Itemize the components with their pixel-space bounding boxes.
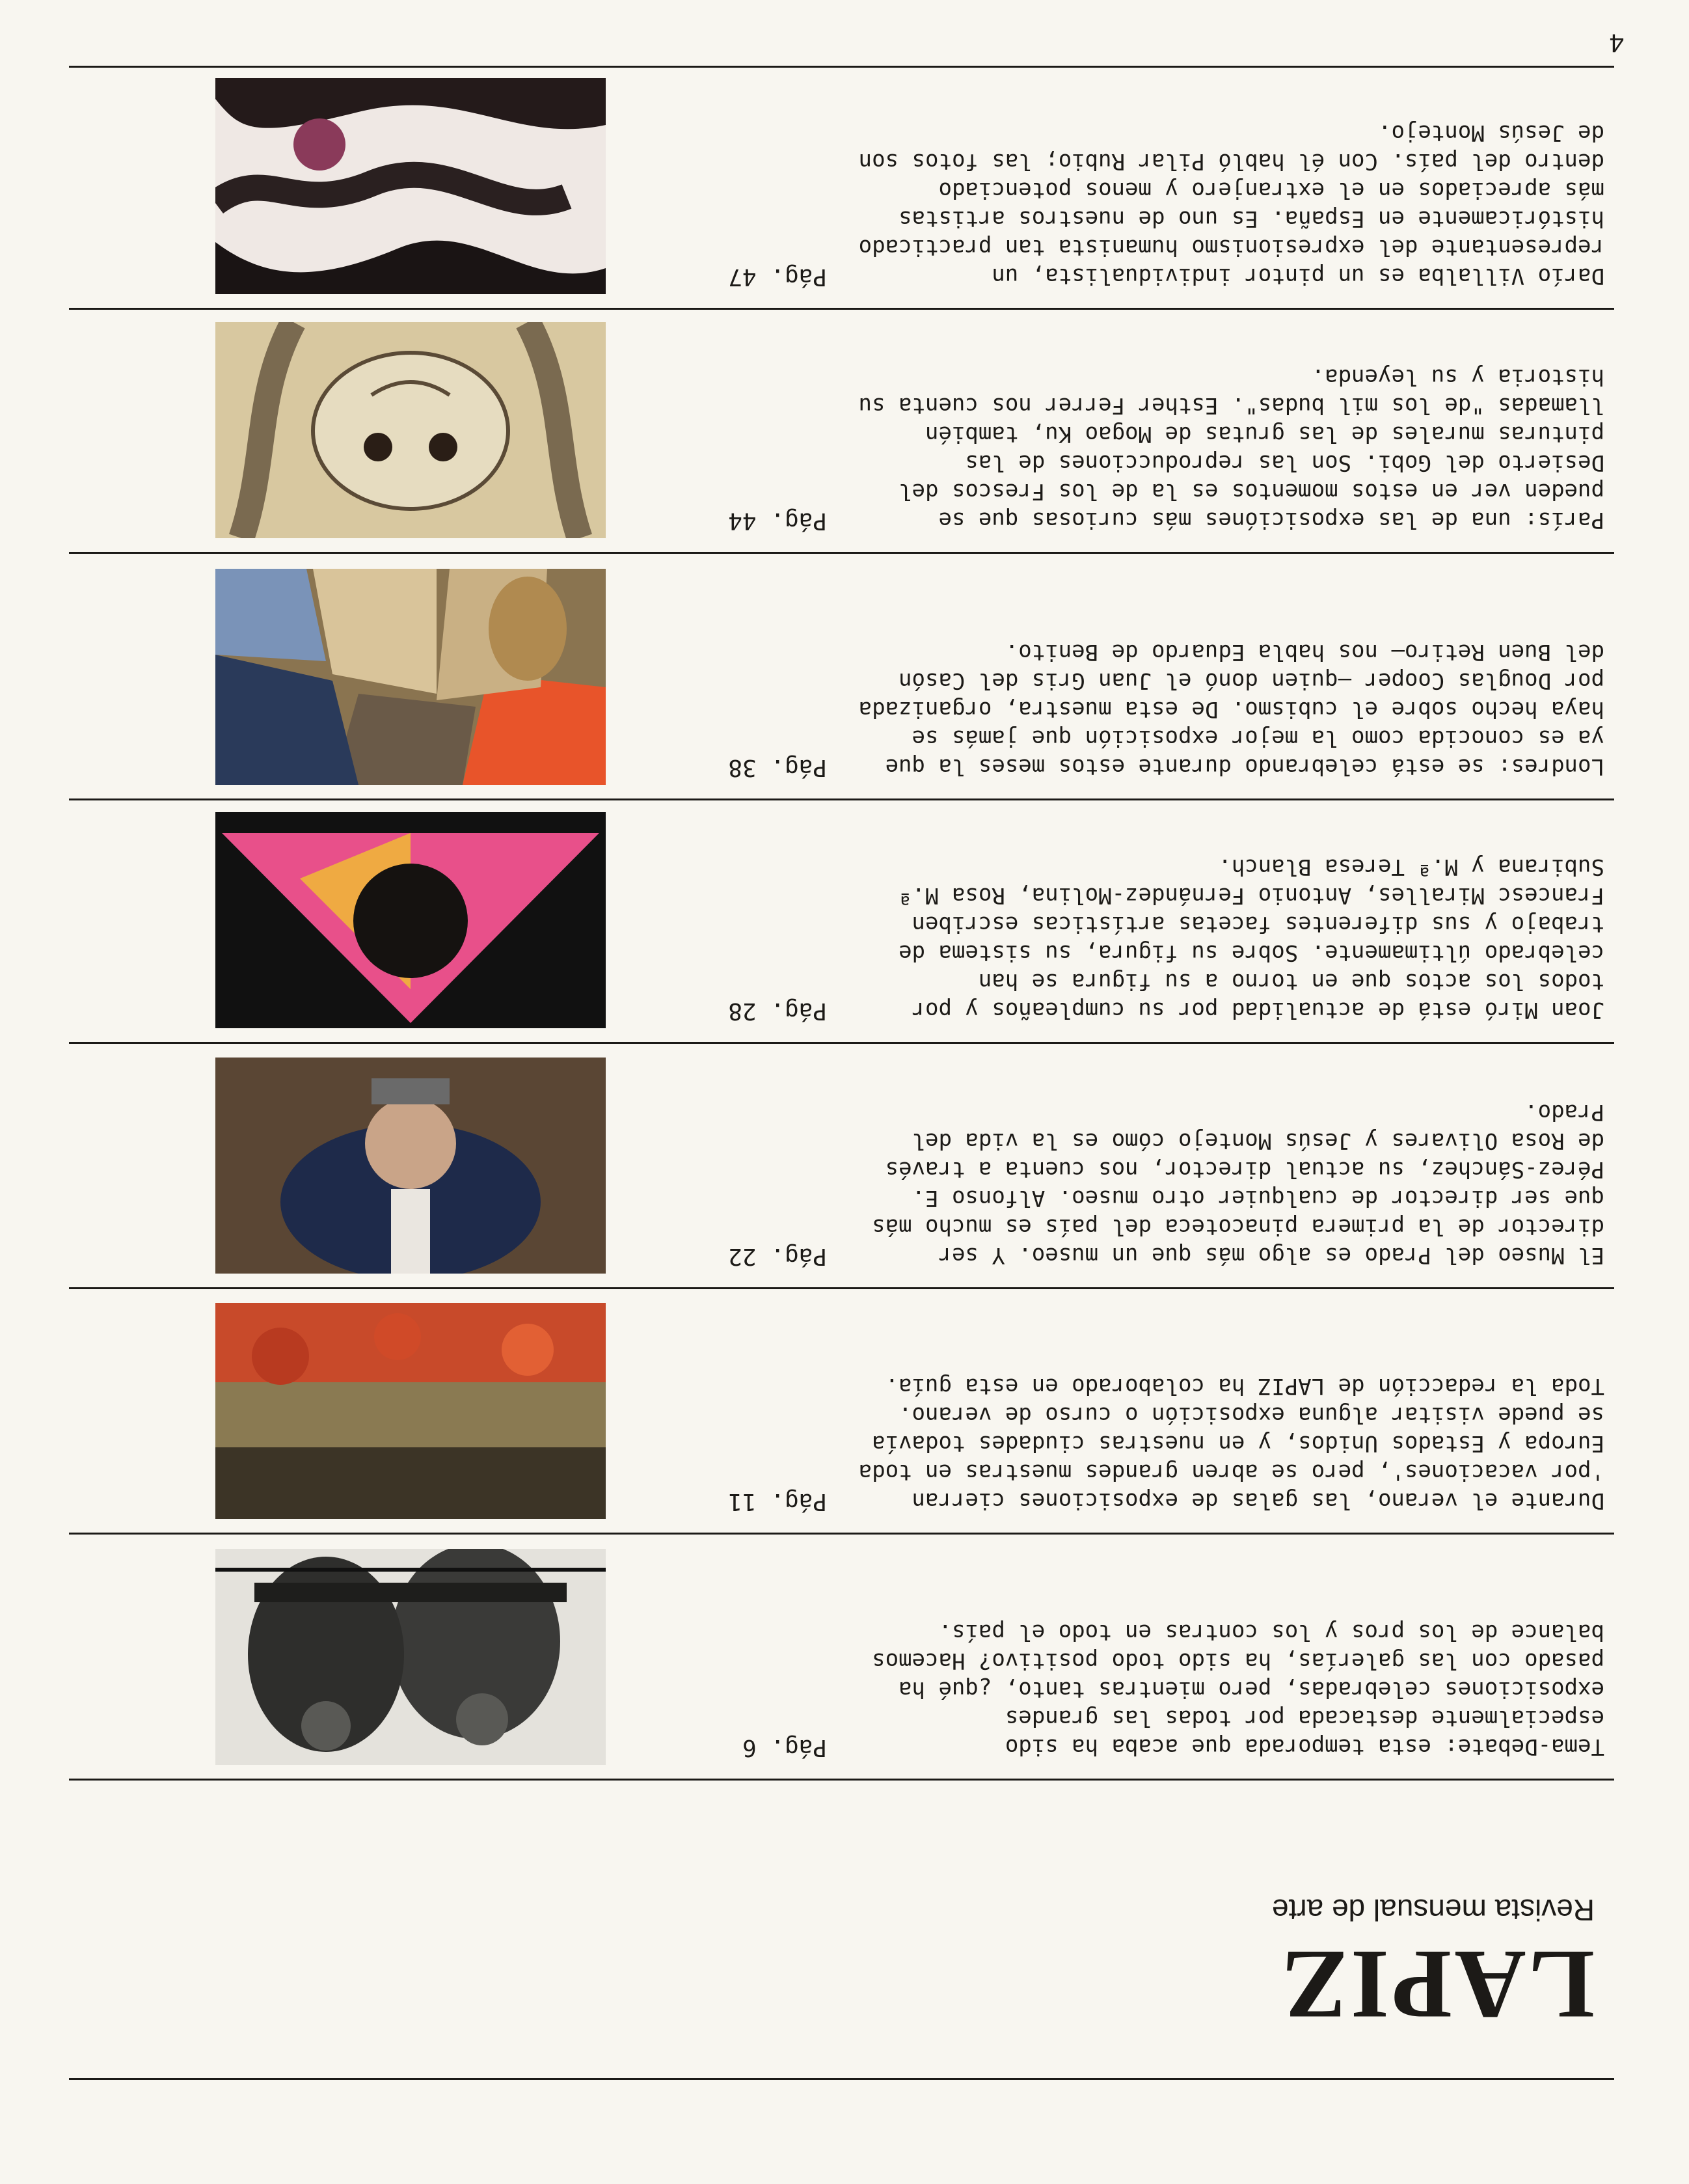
expressionist-thumbnail <box>215 78 606 294</box>
entry-summary: Darío Villalba es un pintor individualista, un representante del expresionismo humanista tan practicado históricamente en España. Es uno de nuestros artistas más apreciados en el extranjero y menos potenciado dentro del país. Con él habló Pilar Rubio; las fotos son de Jesús Montejo. <box>858 120 1604 289</box>
miro-thumbnail <box>215 812 606 1028</box>
entry-rule <box>69 1533 1614 1535</box>
landscape-painting-image <box>215 1303 606 1519</box>
entry-summary: Durante el verano, las galas de exposiciones cierran 'por vacaciones', pero se abren grandes muestras en toda Europa y Estados Unidos, y en nuestras ciudades todavía se puede visitar alguna exposición o curso de verano. Toda la redacción de LAPIZ ha colaborado en esta guía. <box>858 1373 1604 1514</box>
entry-rule <box>69 1287 1614 1289</box>
contents-entry-debate[interactable] <box>75 1537 1604 1770</box>
page-reference: Pág. 38 <box>728 754 827 781</box>
entry-rule <box>69 308 1614 310</box>
miro-abstract-image <box>215 812 606 1028</box>
entry-rule <box>69 552 1614 554</box>
entry-summary: Tema-Debate: esta temporada que acaba ha sido especialmente destacada por todas las grandes exposiciones celebradas, pero mientras tanto, ¿qué ha pasado con las galerías, ha sido todo positivo? Hacemos balance de los pros y los contras en todo el país. <box>872 1619 1604 1760</box>
magazine-title: LAPIZ <box>1279 1930 1595 2040</box>
entry-rule <box>69 799 1614 800</box>
contents-entry-gobi[interactable] <box>75 310 1604 543</box>
engraving-thumbnail <box>215 1549 606 1765</box>
masthead <box>1009 1892 1595 2040</box>
bottom-rule <box>69 66 1614 68</box>
page-number: 4 <box>1609 29 1624 57</box>
section-rule <box>69 1779 1614 1781</box>
page-reference: Pág. 47 <box>728 264 827 290</box>
entry-summary: París: una de las exposiciónes más curiosas que se pueden ver en estos momentos es la de los Frescos del Desierto del Gobi. Son las reproducciones de las pinturas murales de las grutas de Mogao Ku, también llamadas "de los mil budas". Esther Ferrer nos cuenta su historia y su leyenda. <box>858 364 1604 533</box>
landscape-thumbnail <box>215 1303 606 1519</box>
cubist-thumbnail <box>215 569 606 785</box>
contents-entry-summer[interactable] <box>75 1290 1604 1524</box>
entry-summary: Londres: se está celebrando durante estos meses la que ya es conocida como la mejor exposición que jamás se haya hecho sobre el cubismo. De esta muestra, organizada por Douglas Cooper —quien donó el Juan Gris del Casón del Buen Retiro— nos habla Eduardo de Benito. <box>858 639 1604 780</box>
cubist-painting-image <box>215 569 606 785</box>
page-reference: Pág. 28 <box>728 998 827 1024</box>
entry-rule <box>69 1042 1614 1044</box>
buddha-fresco-image <box>215 322 606 538</box>
page-reference: Pág. 44 <box>728 508 827 534</box>
contents-entry-prado[interactable] <box>75 1044 1604 1279</box>
magazine-subtitle: Revista mensual de arte <box>1271 1893 1595 1927</box>
portrait-thumbnail <box>215 1058 606 1274</box>
expressionist-painting-image <box>215 78 606 294</box>
page-reference: Pág. 11 <box>728 1488 827 1515</box>
entry-summary: El Museo del Prado es algo más que un museo. Y ser director de la primera pinacoteca del país es mucho más que ser director de cualquier otro museo. Alfonso E. Pérez-Sánchez, su actual director, nos cuenta a través de Rosa Olivares y Jesús Montejo cómo es la vida del Prado. <box>872 1099 1604 1268</box>
top-rule <box>69 2078 1614 2080</box>
portrait-photo-image <box>215 1058 606 1274</box>
entry-summary: Joan Miró está de actualidad por su cumpleaños y por todos los actos que en torno a su figura se han celebrado últimamente. Sobre su figura, su sistema de trabajo y sus diferentes facetas artísticas escriben Francesc Miralles, Antonio Fernández-Molina, Rosa M.ª Subirana y M.ª Teresa Blanch. <box>899 854 1604 1023</box>
contents-entry-cubism[interactable] <box>75 554 1604 790</box>
page-reference: Pág. 22 <box>728 1243 827 1270</box>
fresco-thumbnail <box>215 322 606 538</box>
contents-entry-miro[interactable] <box>75 802 1604 1033</box>
contents-entry-villalba[interactable] <box>75 74 1604 299</box>
page-reference: Pág. 6 <box>742 1734 827 1761</box>
engraving-figures-image <box>215 1549 606 1765</box>
